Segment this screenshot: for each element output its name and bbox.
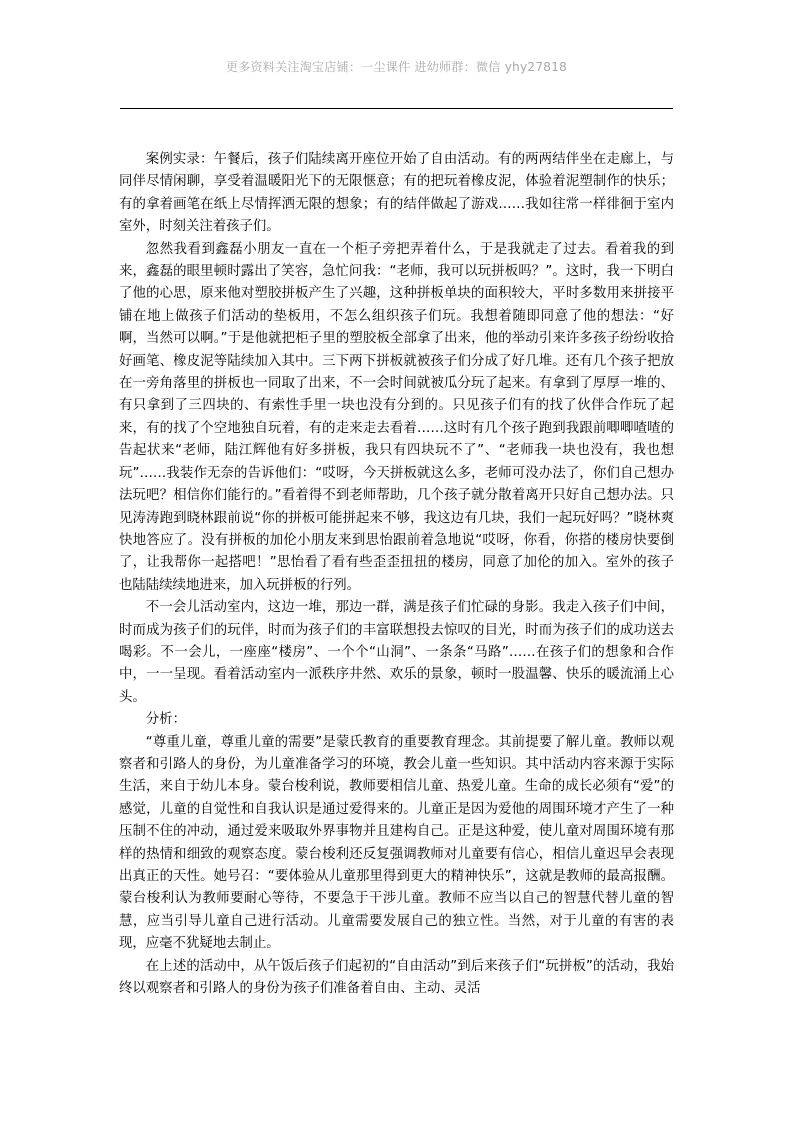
page-header-text: 更多资料关注淘宝店铺：一尘课件 进幼师群：微信 yhy27818 <box>225 60 568 74</box>
header-divider <box>120 108 673 109</box>
paragraph-xinlei: 忽然我看到鑫磊小朋友一直在一个柜子旁把弄着什么，于是我就走了过去。看着我的到来，鑫磊的眼里顿时露出了笑容，急忙问我：“老师，我可以玩拼板吗？”。这时，我一下明白了他的心思，原来他对塑胶拼板产生了兴趣，这种拼板单块的面积较大，平时多数用来拼接平铺在地上做孩子们活动的垫板用，不怎么组织孩子们玩。我想着随即同意了他的想法：“好啊，当然可以啊。”于是他就把柜子里的塑胶板全部拿了出来，他的举动引来许多孩子纷纷收拾好画笔、橡皮泥等陆续加入其中。三下两下拼板就被孩子们分成了好几堆。还有几个孩子把放在一旁角落里的拼板也一同取了出来，不一会时间就被瓜分玩了起来。有拿到了厚厚一堆的、有只拿到了三四块的、有索性手里一块也没有分到的。只见孩子们有的找了伙伴合作玩了起来，有的找了个空地独自玩着，有的走来走去看着……这时有几个孩子跑到我跟前唧唧喳喳的告起状来“老师，陆江辉他有好多拼板，我只有四块玩不了”、“老师我一块也没有，我也想玩”……我装作无奈的告诉他们：“哎呀，今天拼板就这么多，老师可没办法了，你们自己想办法玩吧？相信你们能行的。”看着得不到老师帮助，几个孩子就分散着离开只好自己想办法。只见涛涛跑到晓林跟前说“你的拼板可能拼起来不够，我这边有几块，我们一起玩好吗？”晓林爽快地答应了。没有拼板的加伦小朋友来到思怡跟前着急地说“哎呀，你看，你搭的楼房快要倒了，让我帮你一起搭吧！”思怡看了看有些歪歪扭扭的楼房，同意了加伦的加入。室外的孩子也陆陆续续地进来，加入玩拼板的行列。 <box>119 241 674 593</box>
paragraph-analysis: “尊重儿童，尊重儿童的需要”是蒙氏教育的重要教育理念。其前提要了解儿童。教师以观察者和引路人的身份，为儿童准备学习的环境，教会儿童一些知识。其中活动内容来源于实际生活，来自于幼儿本身。蒙台梭利说，教师要相信儿童、热爱儿童。生命的成长必须有“爱”的感觉，儿童的自觉性和自我认识是通过爱得来的。儿童正是因为爱他的周围环境才产生了一种压制不住的冲动，通过爱来吸取外界事物并且建构自己。正是这种爱，使儿童对周围环境有那样的热情和细致的观察态度。蒙台梭利还反复强调教师对儿童要有信心，相信儿童迟早会表现出真正的天性。她号召：“要体验从儿童那里得到更大的精神快乐”，这就是教师的最高报酬。蒙台梭利认为教师要耐心等待，不要急于干涉儿童。教师不应当以自己的智慧代替儿童的智慧，应当引导儿童自己进行活动。儿童需要发展自己的独立性。当然，对于儿童的有害的表现，应毫不犹疑地去制止。 <box>119 734 674 952</box>
paragraph-conclusion: 在上述的活动中，从午饭后孩子们起初的“自由活动”到后来孩子们“玩拼板”的活动，我始终以观察者和引路人的身份为孩子们准备着自由、主动、灵活 <box>119 958 674 997</box>
paragraph-analysis-heading: 分析： <box>145 712 186 728</box>
paragraph-activity-room: 不一会儿活动室内，这边一堆，那边一群，满是孩子们忙碌的身影。我走入孩子们中间，时而成为孩子们的玩伴，时而为孩子们的丰富联想投去惊叹的目光，时而为孩子们的成功送去喝彩。不一会儿，一座座“楼房”、一个个“山洞”、一条条“马路”……在孩子们的想象和合作中，一一呈现。看着活动室内一派秩序井然、欢乐的景象，顿时一股温馨、快乐的暖流涌上心头。 <box>119 600 674 705</box>
document-body <box>119 149 674 1000</box>
paragraph-case-record: 案例实录：午餐后，孩子们陆续离开座位开始了自由活动。有的两两结伴坐在走廊上，与同伴尽情闲聊，享受着温暖阳光下的无限惬意；有的把玩着橡皮泥，体验着泥塑制作的快乐；有的拿着画笔在纸上尽情挥洒无限的想象；有的结伴做起了游戏……我如往常一样徘徊于室内室外，时刻关注着孩子们。 <box>119 152 674 235</box>
